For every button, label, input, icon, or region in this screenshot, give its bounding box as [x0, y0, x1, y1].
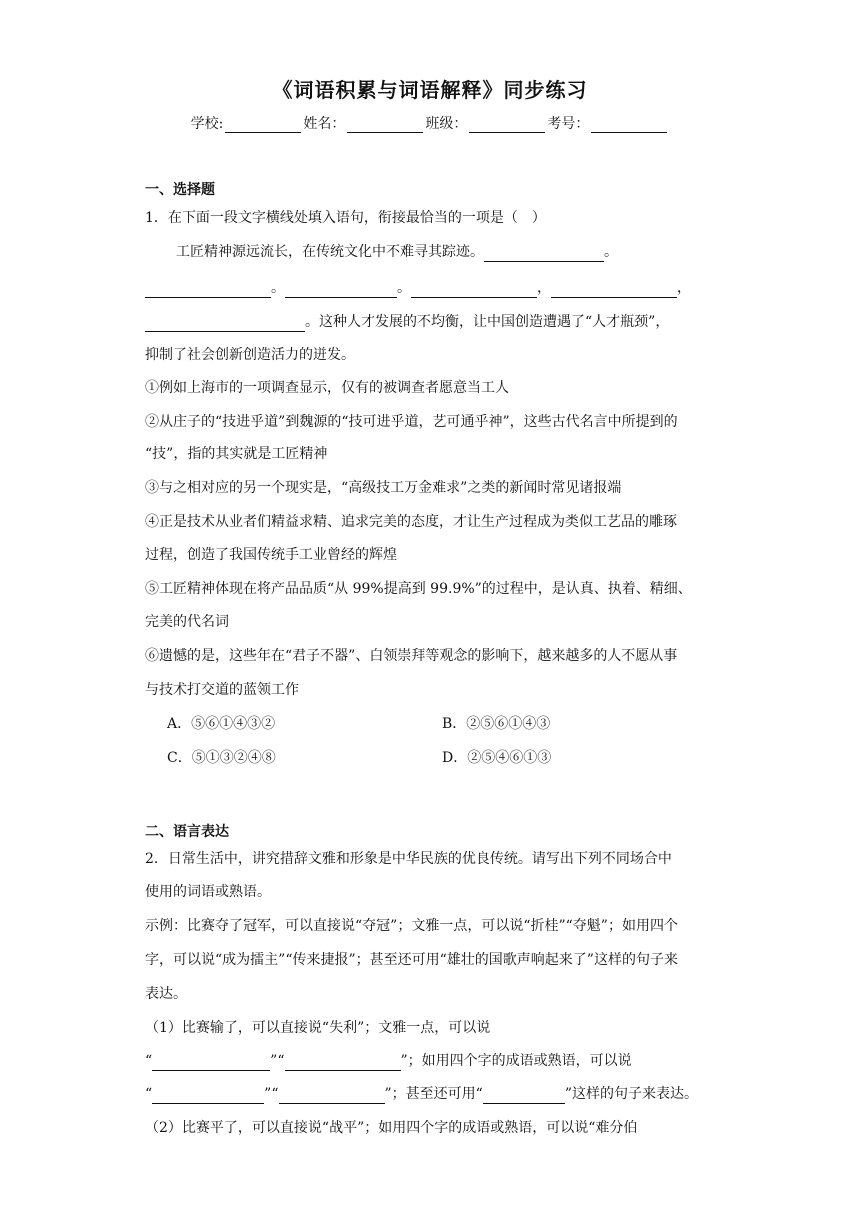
quote-close-text: ”；如用四个字的成语或熟语，可以说 — [400, 1053, 632, 1069]
answer-blank[interactable] — [483, 1089, 565, 1104]
passage-punct-4: ， — [537, 280, 551, 296]
school-label: 学校: — [190, 116, 224, 132]
list-item: 与技术打交道的蓝领工作 — [145, 682, 299, 698]
list-item: ③与之相对应的另一个现实是，“高级技工万金难求”之类的新闻时常见诸报端 — [145, 480, 622, 496]
school-blank[interactable] — [225, 117, 301, 133]
option-a[interactable]: A．⑤⑥①④③② — [167, 716, 276, 732]
passage-blank-2[interactable] — [145, 283, 271, 298]
subquestion-2-line-1: （2）比赛平了，可以直接说“战平”；如用四个字的成语或熟语，可以说“难分伯 — [145, 1120, 638, 1136]
list-item: “技”，指的其实就是工匠精神 — [145, 446, 328, 462]
list-item: 完美的代名词 — [145, 614, 229, 630]
list-item: ⑤工匠精神体现在将产品品质“从 99%提高到 99.9%”的过程中，是认真、执着、精细、 — [145, 581, 692, 597]
passage-blank-6[interactable] — [145, 317, 305, 332]
section-heading-choice: 一、选择题 — [145, 182, 215, 198]
question-2-line: 2．日常生活中，讲究措辞文雅和形象是中华民族的优良传统。请写出下列不同场合中 — [145, 851, 672, 867]
passage-blank-4[interactable] — [411, 283, 537, 298]
section-heading-language: 二、语言表达 — [145, 824, 229, 840]
subquestion-1-line-2 — [145, 1051, 720, 1071]
subquestion-1-line-3 — [145, 1084, 720, 1104]
quote-mid: ”“ — [264, 1086, 279, 1102]
passage-line-2 — [145, 278, 720, 298]
passage-blank-1[interactable] — [484, 247, 604, 262]
page-title: 《词语积累与词语解释》同步练习 — [272, 78, 588, 102]
option-c[interactable]: C．⑤①③②④⑧ — [167, 750, 276, 766]
quote-mid: ”“ — [270, 1053, 285, 1069]
quote-end-text: ”这样的句子来表达。 — [564, 1086, 698, 1102]
list-item: ⑥遗憾的是，这些年在“君子不器”、白领崇拜等观念的影响下，越来越多的人不愿从事 — [145, 648, 678, 664]
passage-punct-5: ， — [677, 280, 691, 296]
question-1-stem: 1．在下面一段文字横线处填入语句，衔接最恰当的一项是（ ） — [145, 210, 546, 226]
list-item: ④正是技术从业者们精益求精、追求完美的态度，才让生产过程成为类似工艺品的雕琢 — [145, 514, 677, 530]
list-item: 过程，创造了我国传统手工业曾经的辉煌 — [145, 547, 397, 563]
question-2-line: 表达。 — [145, 986, 187, 1002]
class-label: 班级： — [425, 116, 468, 132]
passage-line-4: 抑制了社会创新创造活力的迸发。 — [145, 347, 355, 363]
list-item: ①例如上海市的一项调查显示，仅有的被调查者愿意当工人 — [145, 380, 509, 396]
list-item: ②从庄子的“技进乎道”到魏源的“技可进乎道，艺可通乎神”，这些古代名言中所提到的 — [145, 414, 678, 430]
passage-punct-1: 。 — [604, 244, 618, 260]
name-blank[interactable] — [347, 117, 423, 133]
exam-no-label: 考号： — [547, 116, 590, 132]
answer-blank[interactable] — [152, 1089, 264, 1104]
question-2-line: 示例：比赛夺了冠军，可以直接说“夺冠”；文雅一点，可以说“折桂”“夺魁”；如用四个 — [145, 918, 678, 934]
answer-blank[interactable] — [152, 1056, 270, 1071]
subquestion-1-line-1: （1）比赛输了，可以直接说“失利”；文雅一点，可以说 — [145, 1020, 491, 1036]
option-b[interactable]: B．②⑤⑥①④③ — [442, 716, 551, 732]
passage-blank-3[interactable] — [285, 283, 397, 298]
answer-blank[interactable] — [285, 1056, 401, 1071]
answer-blank[interactable] — [279, 1089, 385, 1104]
name-label: 姓名： — [303, 116, 346, 132]
passage-line-1 — [176, 242, 751, 262]
quote-open: “ — [145, 1086, 153, 1102]
question-2-line: 字，可以说“成为擂主”“传来捷报”；甚至还可用“雄壮的国歌声响起来了”这样的句子来 — [145, 952, 678, 968]
passage-line-3 — [145, 312, 720, 332]
quote-open: “ — [145, 1053, 153, 1069]
passage-text-3: 。这种人才发展的不均衡，让中国创造遭遇了“人才瓶颈”， — [305, 314, 670, 330]
option-d[interactable]: D．②⑤④⑥①③ — [442, 750, 552, 766]
passage-blank-5[interactable] — [551, 283, 677, 298]
class-blank[interactable] — [469, 117, 545, 133]
question-2-line: 使用的词语或熟语。 — [145, 884, 271, 900]
passage-text-1: 工匠精神源远流长，在传统文化中不难寻其踪迹。 — [176, 244, 484, 260]
passage-punct-3: 。 — [397, 280, 411, 296]
quote-close-text: ”；甚至还可用“ — [384, 1086, 483, 1102]
passage-punct-2: 。 — [271, 280, 285, 296]
exam-no-blank[interactable] — [591, 117, 667, 133]
student-info-line — [0, 113, 860, 133]
